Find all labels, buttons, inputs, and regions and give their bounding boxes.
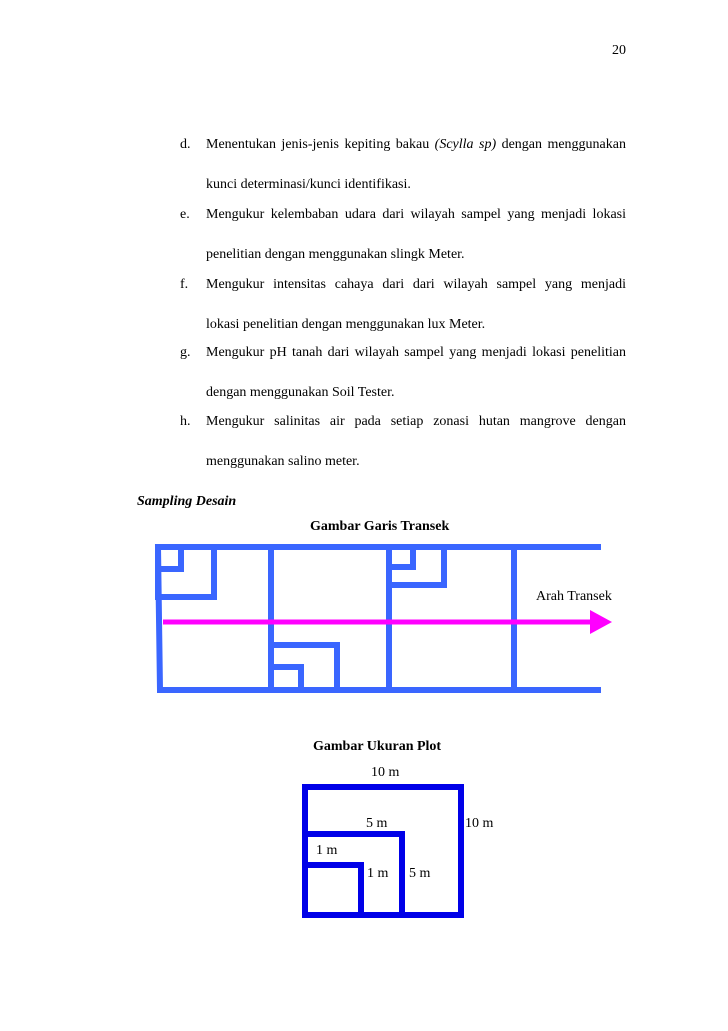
item-line: dengan menggunakan Soil Tester. <box>206 385 395 400</box>
item-line: Mengukur pH tanah dari wilayah sampel yang menjadi lokasi penelitian <box>206 345 626 360</box>
label-mid-height: 5 m <box>409 866 431 881</box>
item-marker: d. <box>180 137 191 152</box>
label-small-width: 1 m <box>316 843 338 858</box>
item-line: penelitian dengan menggunakan slingk Meter. <box>206 247 465 262</box>
item-line: Mengukur intensitas cahaya dari dari wilayah sampel yang menjadi <box>206 277 626 292</box>
item-text: Menentukan jenis-jenis kepiting bakau <box>206 137 435 152</box>
item-marker: e. <box>180 207 190 222</box>
plot-small <box>158 547 181 569</box>
label-top-width: 10 m <box>371 765 400 780</box>
label-right-height: 10 m <box>465 816 494 831</box>
label-mid-width: 5 m <box>366 816 388 831</box>
item-marker: g. <box>180 345 191 360</box>
plot-small <box>389 547 413 567</box>
plot-small <box>271 667 301 690</box>
item-line: Mengukur kelembaban udara dari wilayah sampel yang menjadi lokasi <box>206 207 626 222</box>
page-number: 20 <box>612 43 626 58</box>
item-line: kunci determinasi/kunci identifikasi. <box>206 177 411 192</box>
arrow-label: Arah Transek <box>536 589 612 604</box>
item-marker: f. <box>180 277 189 292</box>
item-marker: h. <box>180 414 191 429</box>
item-line: menggunakan salino meter. <box>206 454 360 469</box>
figure-title-plot-size: Gambar Ukuran Plot <box>313 739 442 754</box>
label-small-height: 1 m <box>367 866 389 881</box>
section-title: Sampling Desain <box>137 494 237 509</box>
item-line: Mengukur salinitas air pada setiap zonasi hutan mangrove dengan <box>206 414 626 429</box>
transect-arrow-head <box>590 610 612 634</box>
item-text: dengan menggunakan <box>496 137 626 152</box>
item-line: lokasi penelitian dengan menggunakan lux Meter. <box>206 317 486 332</box>
species-name: (Scylla sp) <box>434 137 497 152</box>
figure-title-transect: Gambar Garis Transek <box>310 519 450 534</box>
